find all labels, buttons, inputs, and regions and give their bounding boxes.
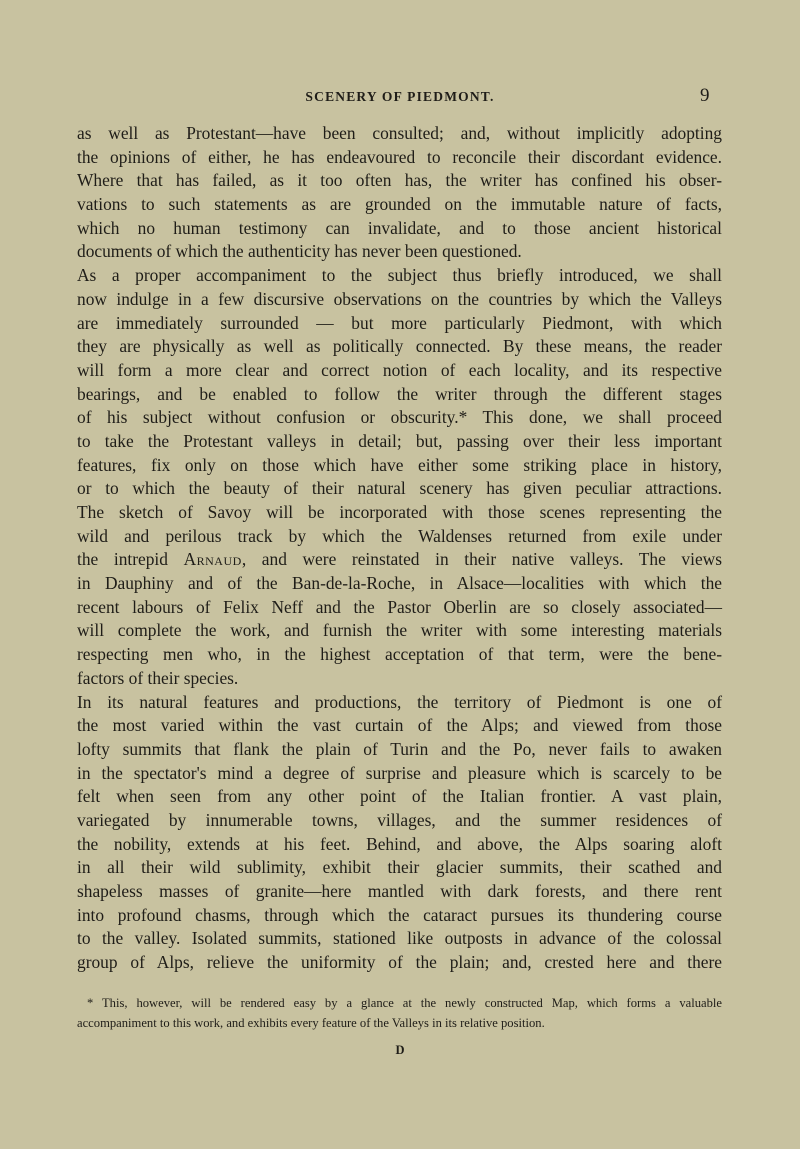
text-line: vations to such statements as are grounded on the immutable nature of facts, <box>77 194 722 215</box>
page-header <box>0 86 800 108</box>
paragraph <box>77 122 722 264</box>
text-line: in the spectator's mind a degree of surprise and pleasure which is scarcely to be <box>77 762 722 783</box>
text-line: shapeless masses of granite—here mantled with dark forests, and there rent <box>77 881 722 901</box>
text-line: wild and perilous track by which the Waldenses returned from exile under <box>77 525 722 546</box>
text-line: Where that has failed, as it too often has, the writer has confined his obser- <box>77 170 722 191</box>
signature-mark: D <box>395 1043 405 1057</box>
text-line: the nobility, extends at his feet. Behind, and above, the Alps soaring aloft <box>77 833 722 854</box>
text-line <box>77 548 722 572</box>
page-number: 9 <box>700 85 710 106</box>
text-line: lofty summits that flank the plain of Turin and the Po, never fails to awaken <box>77 738 722 759</box>
small-caps-name: Arnaud <box>183 549 242 570</box>
text-line: in Dauphiny and of the Ban-de-la-Roche, in Alsace—localities with which the <box>77 573 722 594</box>
text-segment: the intrepid <box>77 549 184 570</box>
text-line: documents of which the authenticity has never been questioned. <box>77 241 522 262</box>
running-title: SCENERY OF PIEDMONT. <box>305 89 495 104</box>
text-line: respecting men who, in the highest acceptation of that term, were the bene- <box>77 644 722 665</box>
text-line: bearings, and be enabled to follow the writer through the different stages <box>77 383 722 404</box>
footnote-line: accompaniment to this work, and exhibits every feature of the Valleys in its relative position. <box>77 1016 545 1030</box>
text-line: In its natural features and productions, the territory of Piedmont is one of <box>77 691 722 712</box>
text-line: features, fix only on those which have either some striking place in history, <box>77 454 722 475</box>
text-line: The sketch of Savoy will be incorporated with those scenes representing the <box>77 502 722 522</box>
text-line: the most varied within the vast curtain of the Alps; and viewed from those <box>77 715 722 736</box>
paragraph <box>77 691 722 975</box>
footnote <box>77 993 722 1033</box>
text-line: into profound chasms, through which the cataract pursues its thundering course <box>77 904 722 925</box>
text-line: which no human testimony can invalidate, and to those ancient historical <box>77 217 722 238</box>
text-line: are immediately surrounded — but more particularly Piedmont, with which <box>77 312 722 333</box>
text-line: to take the Protestant valleys in detail; but, passing over their less important <box>77 430 722 451</box>
text-line: they are physically as well as politically connected. By these means, the reader <box>77 336 722 357</box>
text-line: recent labours of Felix Neff and the Pastor Oberlin are so closely associated— <box>77 596 722 617</box>
paragraph <box>77 264 722 690</box>
text-segment: , and were reinstated in their native valleys. The views <box>241 549 722 570</box>
text-line: felt when seen from any other point of the Italian frontier. A vast plain, <box>77 786 722 807</box>
text-line: group of Alps, relieve the uniformity of the plain; and, crested here and there <box>77 952 722 973</box>
footnote-line: * This, however, will be rendered easy by a glance at the newly constructed Map, which forms a valuable <box>87 996 722 1010</box>
text-line: As a proper accompaniment to the subject thus briefly introduced, we shall <box>77 265 722 286</box>
text-line: variegated by innumerable towns, villages, and the summer residences of <box>77 809 722 830</box>
text-line: or to which the beauty of their natural scenery has given peculiar attractions. <box>77 478 722 499</box>
text-line: as well as Protestant—have been consulted; and, without implicitly adopting <box>77 123 722 143</box>
text-line: factors of their species. <box>77 667 239 688</box>
text-line: will form a more clear and correct notion of each locality, and its respective <box>77 359 722 380</box>
text-line: now indulge in a few discursive observations on the countries by which the Valleys <box>77 288 722 309</box>
text-line: to the valley. Isolated summits, stationed like outposts in advance of the colossal <box>77 928 722 949</box>
body-text <box>77 122 722 975</box>
text-line: the opinions of either, he has endeavoured to reconcile their discordant evidence. <box>77 146 722 167</box>
text-line: will complete the work, and furnish the writer with some interesting materials <box>77 620 722 641</box>
text-line: of his subject without confusion or obscurity.* This done, we shall proceed <box>77 407 722 428</box>
text-line: in all their wild sublimity, exhibit their glacier summits, their scathed and <box>77 857 722 878</box>
